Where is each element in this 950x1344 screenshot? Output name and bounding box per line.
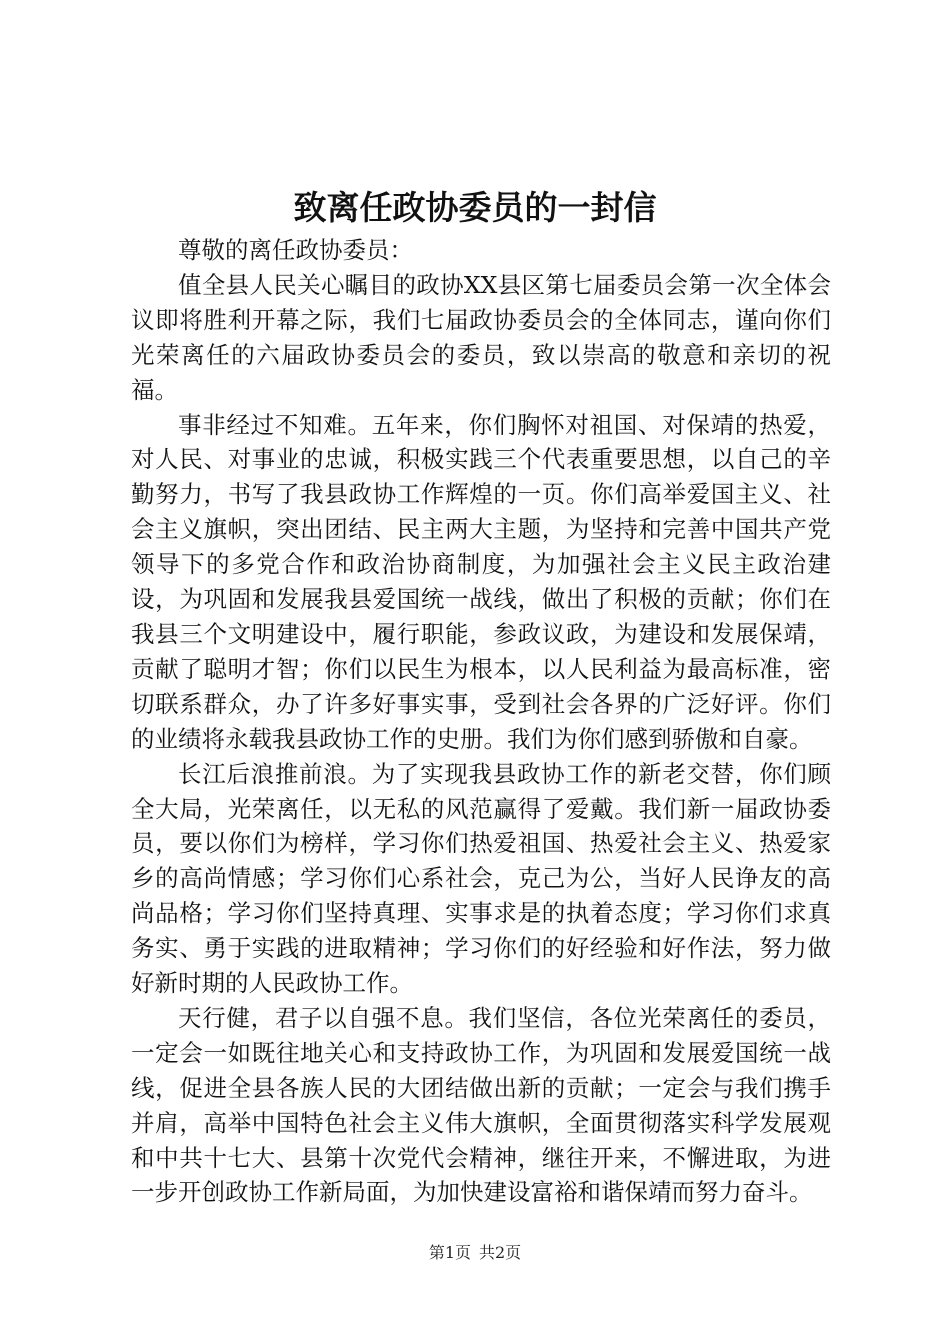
page-total: 共2页 xyxy=(479,1243,522,1262)
paragraph-4: 天行健，君子以自强不息。我们坚信，各位光荣离任的委员，一定会一如既往地关心和支持政协工作，为巩固和发展爱国统一战线，促进全县各族人民的大团结做出新的贡献；一定会与我们携手并肩，高举中国特色社会主义伟大旗帜，全面贯彻落实科学发展观和中共十七大、县第十次党代会精神，继往开来，不懈进取，为进一步开创政协工作新局面，为加快建设富裕和谐保靖而努力奋斗。 xyxy=(131,1003,831,1207)
salutation: 尊敬的离任政协委员： xyxy=(178,236,413,264)
paragraph-3: 长江后浪推前浪。为了实现我县政协工作的新老交替，你们顾全大局，光荣离任，以无私的风范赢得了爱戴。我们新一届政协委员，要以你们为榜样，学习你们热爱祖国、热爱社会主义、热爱家乡的高尚情感；学习你们心系社会，克己为公，当好人民诤友的高尚品格；学习你们坚持真理、实事求是的执着态度；学习你们求真务实、勇于实践的进取精神；学习你们的好经验和好作法，努力做好新时期的人民政协工作。 xyxy=(131,759,831,998)
page-footer xyxy=(0,1242,950,1264)
paragraph-2: 事非经过不知难。五年来，你们胸怀对祖国、对保靖的热爱，对人民、对事业的忠诚，积极实践三个代表重要思想，以自己的辛勤努力，书写了我县政协工作辉煌的一页。你们高举爱国主义、社会主义旗帜，突出团结、民主两大主题，为坚持和完善中国共产党领导下的多党合作和政治协商制度，为加强社会主义民主政治建设，为巩固和发展我县爱国统一战线，做出了积极的贡献；你们在我县三个文明建设中，履行职能，参政议政，为建设和发展保靖，贡献了聪明才智；你们以民生为根本，以人民利益为最高标准，密切联系群众，办了许多好事实事，受到社会各界的广泛好评。你们的业绩将永载我县政协工作的史册。我们为你们感到骄傲和自豪。 xyxy=(131,410,831,753)
document-body xyxy=(131,233,831,1210)
page-number: 第1页 xyxy=(428,1243,471,1262)
document-title: 致离任政协委员的一封信 xyxy=(293,188,657,227)
paragraph-1: 值全县人民关心瞩目的政协XX县区第七届委员会第一次全体会议即将胜利开幕之际，我们七届政协委员会的全体同志，谨向你们光荣离任的六届政协委员会的委员，致以崇高的敬意和亲切的祝福。 xyxy=(131,270,831,404)
